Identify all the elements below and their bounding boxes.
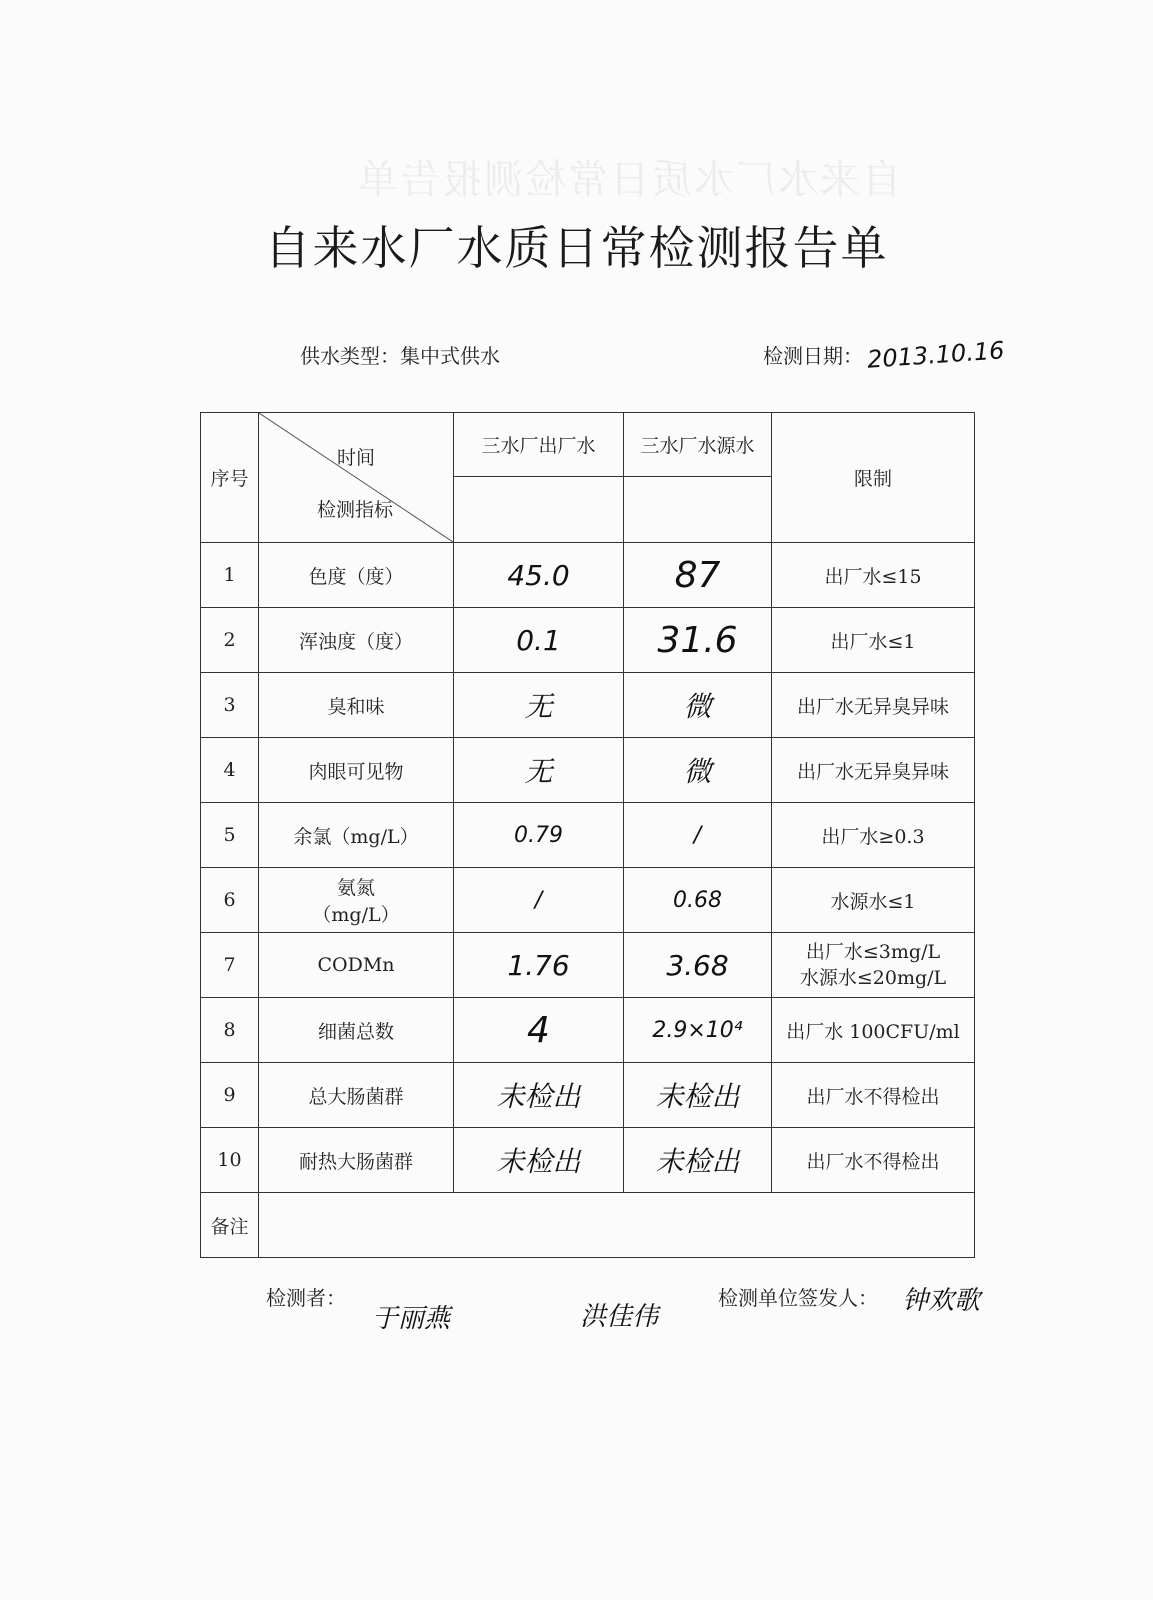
row-limit: 出厂水无异臭异味: [772, 673, 975, 738]
row-indicator: 肉眼可见物: [259, 738, 454, 803]
row-no: 10: [201, 1128, 259, 1193]
header-index: 序号: [201, 413, 259, 543]
test-date: [763, 336, 1006, 374]
row-no: 8: [201, 998, 259, 1063]
row-limit-line-1: 出厂水≤3mg/L: [805, 941, 941, 963]
row-indicator: [259, 868, 454, 933]
header-sample-1-blank: [454, 477, 624, 543]
test-date-value: 2013.10.16: [866, 336, 1006, 374]
row-no: 5: [201, 803, 259, 868]
tester-label: 检测者：: [266, 1286, 346, 1310]
table-row: [201, 1128, 975, 1193]
row-value-1: 4: [527, 1009, 550, 1051]
row-limit: 出厂水≤15: [772, 543, 975, 608]
row-value-2: 87: [674, 554, 721, 596]
page-title: 自来水厂水质日常检测报告单: [264, 221, 889, 275]
row-indicator: CODMn: [259, 933, 454, 998]
row-no: 7: [201, 933, 259, 998]
row-indicator: 浑浊度（度）: [259, 608, 454, 673]
header-row: [201, 413, 975, 477]
row-value-2: 31.6: [657, 619, 738, 661]
row-value-1: 45.0: [507, 558, 570, 592]
row-indicator: 臭和味: [259, 673, 454, 738]
header-sample-1: 三水厂出厂水: [454, 413, 624, 477]
row-no: 9: [201, 1063, 259, 1128]
header-sample-2-blank: [624, 477, 772, 543]
row-value-2: 3.68: [666, 948, 729, 982]
table-row: [201, 738, 975, 803]
supply-type-value: 集中式供水: [400, 344, 500, 368]
row-indicator-line-1: 氨氮: [336, 877, 375, 899]
row-value-2: /: [693, 822, 702, 848]
row-no: 3: [201, 673, 259, 738]
row-value-1: 0.1: [516, 623, 561, 657]
test-date-label: 检测日期：: [763, 344, 863, 368]
row-value-1: /: [534, 887, 543, 913]
row-limit: 出厂水≥0.3: [772, 803, 975, 868]
supply-type-label: 供水类型：: [300, 344, 400, 368]
tester-1-signature: 于丽燕: [372, 1304, 451, 1334]
tester-2-signature: 洪佳伟: [580, 1302, 659, 1332]
issuer-signature: 钟欢歌: [902, 1286, 981, 1316]
row-value-2: 未检出: [655, 1080, 740, 1113]
row-value-1: 无: [524, 755, 553, 788]
row-value-1: 未检出: [496, 1080, 581, 1113]
row-no: 4: [201, 738, 259, 803]
bleed-through-title: 自来水厂水质日常检测报告单: [356, 157, 902, 203]
row-limit: 出厂水≤1: [772, 608, 975, 673]
row-indicator: 余氯（mg/L）: [259, 803, 454, 868]
row-limit: 水源水≤1: [772, 868, 975, 933]
row-limit: 出厂水 100CFU/ml: [772, 998, 975, 1063]
row-value-2: 微: [683, 755, 712, 788]
report-table: [200, 412, 975, 1258]
row-value-2: 2.9×10⁴: [652, 1017, 743, 1043]
remarks-row: [201, 1193, 975, 1258]
row-no: 6: [201, 868, 259, 933]
row-value-1: 无: [524, 690, 553, 723]
header-indicator: 检测指标: [317, 499, 394, 521]
remarks-label: 备注: [201, 1193, 259, 1258]
table-row: [201, 543, 975, 608]
table-row: [201, 998, 975, 1063]
row-indicator: 细菌总数: [259, 998, 454, 1063]
table-row: [201, 933, 975, 998]
row-indicator: 耐热大肠菌群: [259, 1128, 454, 1193]
row-limit: 出厂水不得检出: [772, 1063, 975, 1128]
row-limit: 出厂水不得检出: [772, 1128, 975, 1193]
row-limit-line-2: 水源水≤20mg/L: [799, 967, 947, 989]
header-limit: 限制: [772, 413, 975, 543]
supply-type: [300, 340, 500, 369]
issuer-label: 检测单位签发人：: [718, 1286, 878, 1310]
row-limit: 出厂水无异臭异味: [772, 738, 975, 803]
header-time: 时间: [337, 447, 376, 469]
table-row: [201, 608, 975, 673]
row-no: 2: [201, 608, 259, 673]
table-row: [201, 1063, 975, 1128]
remarks-value: [259, 1193, 975, 1258]
row-indicator-line-2: （mg/L）: [312, 904, 400, 926]
row-no: 1: [201, 543, 259, 608]
row-value-1: 未检出: [496, 1145, 581, 1178]
row-value-2: 未检出: [655, 1145, 740, 1178]
table-row: [201, 803, 975, 868]
header-sample-2: 三水厂水源水: [624, 413, 772, 477]
row-value-2: 0.68: [673, 887, 722, 913]
row-value-1: 1.76: [507, 948, 570, 982]
table-row: [201, 868, 975, 933]
row-limit: [772, 933, 975, 998]
row-indicator: 色度（度）: [259, 543, 454, 608]
row-value-2: 微: [683, 690, 712, 723]
row-indicator: 总大肠菌群: [259, 1063, 454, 1128]
header-diagonal-cell: [259, 413, 454, 543]
diagonal-line: [259, 413, 453, 542]
table-row: [201, 673, 975, 738]
row-value-1: 0.79: [514, 822, 563, 848]
